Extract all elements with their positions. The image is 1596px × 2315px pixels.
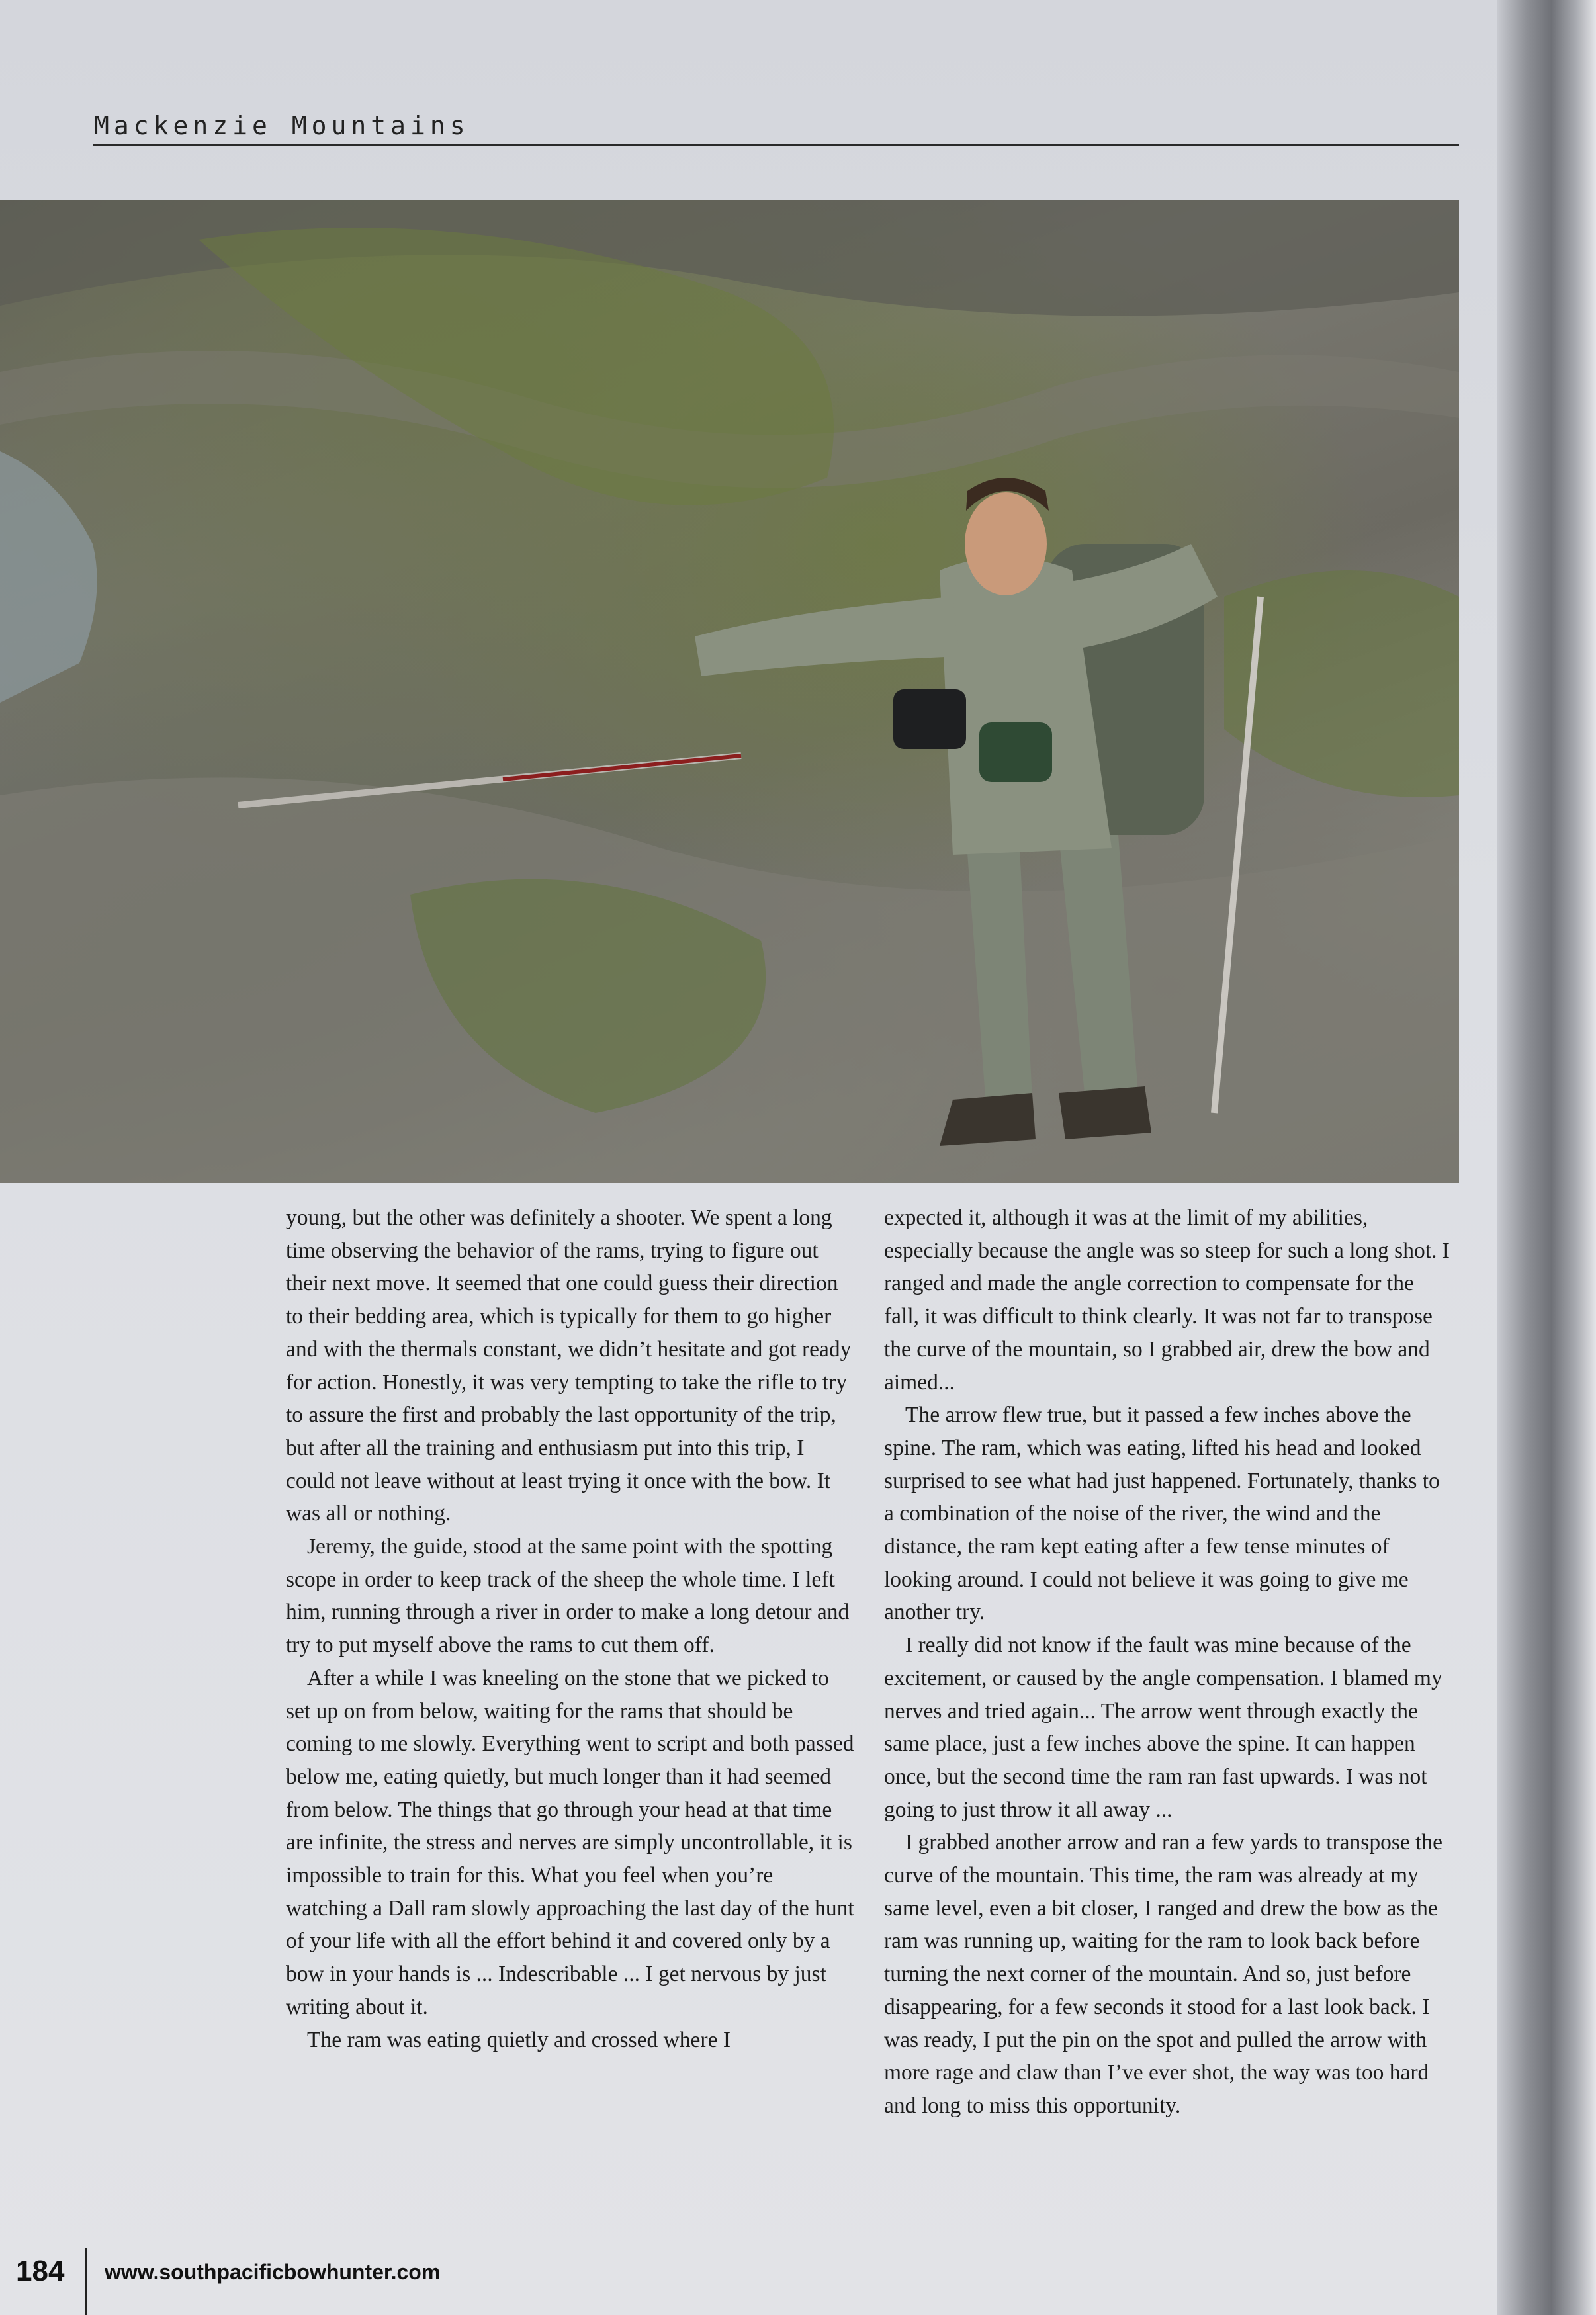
article-column-left [286, 1201, 855, 2056]
photo-illustration [0, 200, 1459, 1183]
running-head [93, 111, 1459, 146]
article-photo [0, 200, 1459, 1183]
section-title: Mackenzie Mountains [94, 111, 470, 140]
paragraph: I really did not know if the fault was mine because of the excitement, or caused by the angle compensation. I blamed my nerves and tried again... The arrow went through exactly the same place, just a few inches above the spine. It can happen once, but the second time the ram ran fast upwards. I was not going to just throw it all away ... [884, 1633, 1442, 1822]
paragraph: I grabbed another arrow and ran a few yards to transpose the curve of the mountain. This time, the ram was already at my same level, even a bit closer, I ranged and drew the bow as the ram was running up, waiting for the ram to look back before turning the next corner of the mountain. And so, just before disappearing, for a few seconds it stood for a last look back. I was ready, I put the pin on the spot and pulled the arrow with more rage and claw than I’ve ever shot, the way was too hard and long to miss this opportunity. [884, 1830, 1443, 2118]
page-number: 184 [16, 2255, 65, 2287]
paragraph: The ram was eating quietly and crossed where I [307, 2027, 731, 2052]
footer-divider [85, 2248, 87, 2315]
paragraph: After a while I was kneeling on the stone that we picked to set up on from below, waiting for the rams that should be coming to me slowly. Everything went to script and both passed below me, eating quietly, but much longer than it had seemed from below. The things that go through your head at that time are infinite, the stress and nerves are simply uncontrollable, it is impossible to train for this. What you feel when you’re watching a Dall ram slowly approaching the last day of the hunt of your life with all the effort behind it and covered only by a bow in your hands is ... Indescribable ... I get nervous by just writing about it. [286, 1665, 854, 2019]
footer-url: www.southpacificbowhunter.com [105, 2260, 441, 2284]
paragraph: young, but the other was definitely a shooter. We spent a long time observing the behavior of the rams, trying to figure out their next move. It seemed that one could guess their direction to their bedding area, which is typically for them to go higher and with the thermals constant, we didn’t hesitate and got ready for action. Honestly, it was very tempting to take the rifle to try to assure the first and probably the last opportunity of the trip, but after all the training and enthusiasm put into this trip, I could not leave without at least trying it once with the bow. It was all or nothing. [286, 1205, 852, 1526]
paragraph: Jeremy, the guide, stood at the same point with the spotting scope in order to keep track of the sheep the whole time. I left him, running through a river in order to make a long detour and try to put myself above the rams to cut them off. [286, 1534, 850, 1658]
article-column-right [884, 1201, 1453, 2122]
page-gutter-shadow [1497, 0, 1596, 2315]
paragraph: The arrow flew true, but it passed a few inches above the spine. The ram, which was eating, lifted his head and looked surprised to see what had just happened. Fortunately, thanks to a combination of the noise of the river, the wind and the distance, the ram kept eating after a few tense minutes of looking around. I could not believe it was going to give me another try. [884, 1403, 1440, 1625]
paragraph: expected it, although it was at the limit of my abilities, especially because the angle was so steep for such a long shot. I ranged and made the angle correction to compensate for the fall, it was difficult to think clearly. It was not far to transpose the curve of the mountain, so I grabbed air, drew the bow and aimed... [884, 1205, 1450, 1395]
